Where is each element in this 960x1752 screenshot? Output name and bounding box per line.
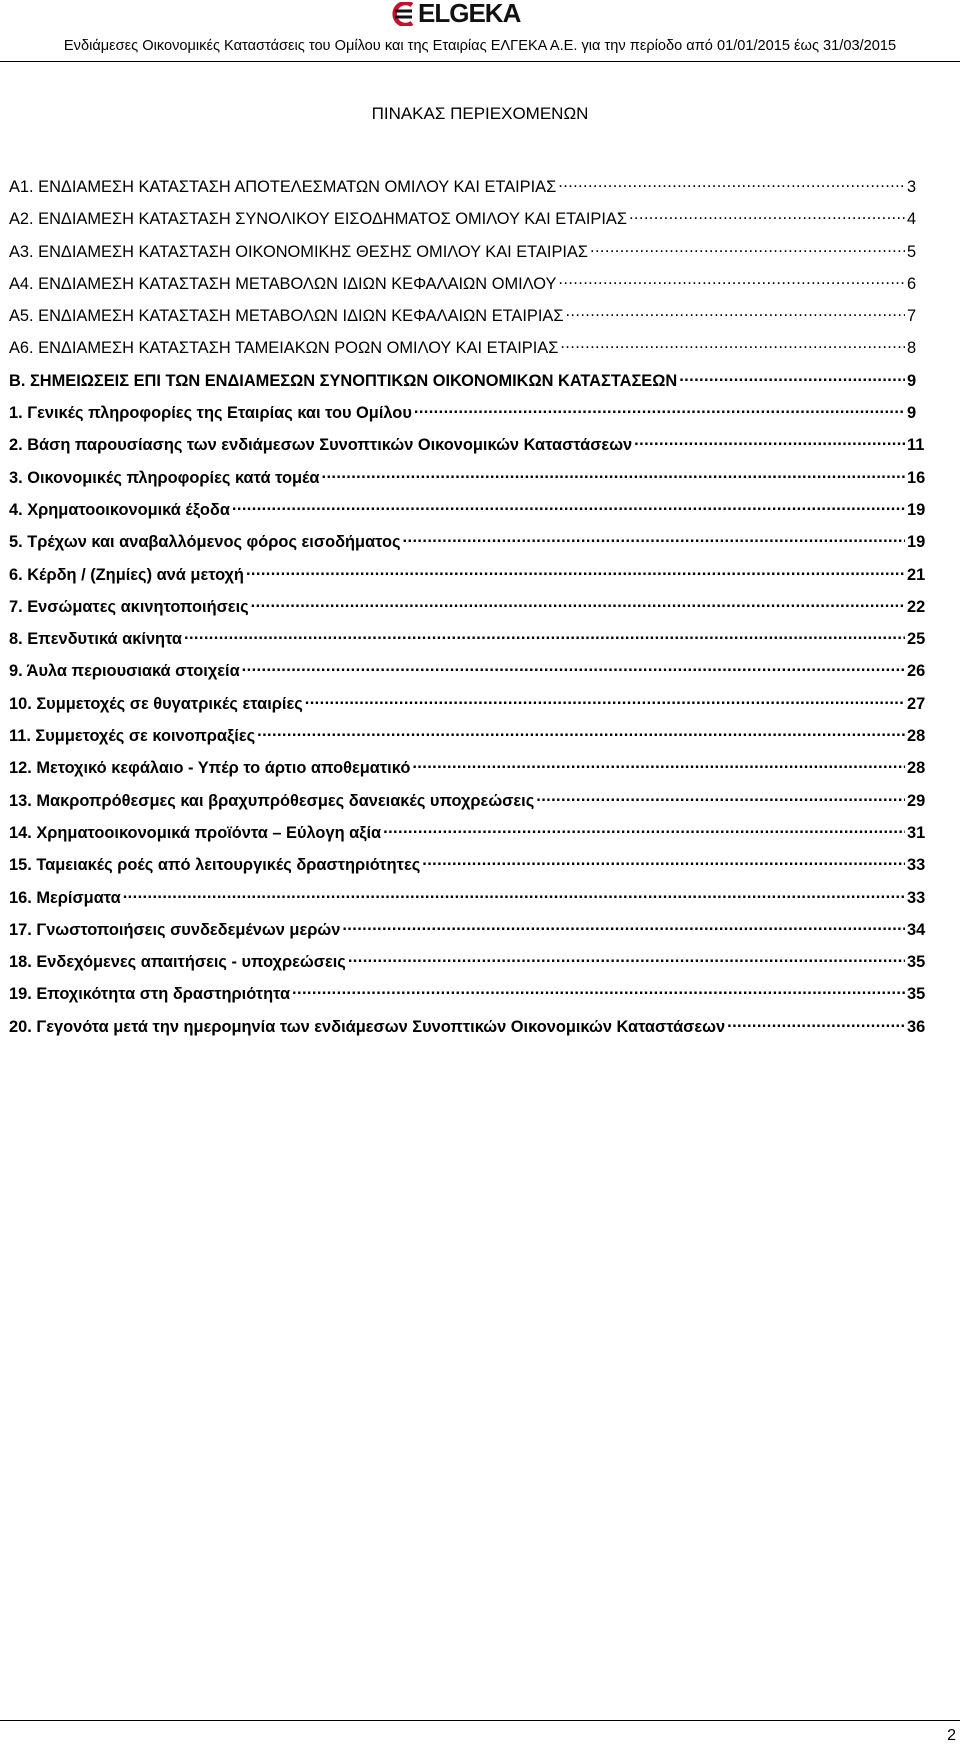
toc-entry[interactable]: [9, 527, 929, 559]
toc-leader-dots: [242, 656, 905, 676]
toc-entry-title: Β. ΣΗΜΕΙΩΣΕΙΣ ΕΠΙ ΤΩΝ ΕΝΔΙΑΜΕΣΩΝ ΣΥΝΟΠΤΙΚΩΝ ΟΙΚΟΝΟΜΙΚΩΝ ΚΑΤΑΣΤΑΣΕΩΝ: [9, 371, 678, 390]
toc-leader-dots: [558, 172, 905, 192]
toc-entry-page: 36: [907, 1017, 926, 1036]
toc-entry[interactable]: [9, 204, 929, 236]
toc-entry[interactable]: [9, 301, 929, 333]
toc-entry[interactable]: [9, 656, 929, 688]
toc-entry-title: Α6. ΕΝΔΙΑΜΕΣΗ ΚΑΤΑΣΤΑΣΗ ΤΑΜΕΙΑΚΩΝ ΡΟΩΝ ΟΜΙΛΟΥ ΚΑΙ ΕΤΑΙΡΙΑΣ: [9, 339, 559, 358]
toc-entry-title: 6. Κέρδη / (Ζημίες) ανά μετοχή: [9, 565, 244, 584]
toc-entry[interactable]: [9, 753, 929, 785]
toc-entry[interactable]: [9, 915, 929, 947]
toc-entry-title: 4. Χρηματοοικονομικά έξοδα: [9, 500, 230, 519]
logo-text: ELGEKA: [418, 0, 521, 28]
toc-entry[interactable]: [9, 430, 929, 462]
toc-entry-page: 28: [907, 759, 926, 778]
toc-entry-title: 2. Βάση παρουσίασης των ενδιάμεσων Συνοπτικών Οικονομικών Καταστάσεων: [9, 436, 633, 455]
toc-leader-dots: [412, 753, 905, 773]
toc-leader-dots: [403, 527, 905, 547]
toc-entry[interactable]: [9, 592, 929, 624]
toc-entry-page: 28: [907, 727, 926, 746]
toc-leader-dots: [251, 592, 905, 612]
toc-leader-dots: [232, 495, 905, 515]
toc-entry-page: 19: [907, 533, 926, 552]
toc-entry[interactable]: [9, 850, 929, 882]
toc-leader-dots: [342, 915, 905, 935]
toc-title: ΠΙΝΑΚΑΣ ΠΕΡΙΕΧΟΜΕΝΩΝ: [371, 104, 589, 123]
toc-entry-title: 1. Γενικές πληροφορίες της Εταιρίας και του Ομίλου: [9, 404, 412, 423]
toc-leader-dots: [629, 204, 905, 224]
toc-entry-title: Α5. ΕΝΔΙΑΜΕΣΗ ΚΑΤΑΣΤΑΣΗ ΜΕΤΑΒΟΛΩΝ ΙΔΙΩΝ ΚΕΦΑΛΑΙΩΝ ΕΤΑΙΡΙΑΣ: [9, 307, 564, 326]
header-divider: [0, 61, 960, 62]
toc-leader-dots: [383, 818, 905, 838]
elgeka-logo-mark-icon: [386, 2, 416, 26]
toc-entry[interactable]: [9, 624, 929, 656]
toc-entry-title: 14. Χρηματοοικονομικά προϊόντα – Εύλογη αξία: [9, 823, 382, 842]
toc-entry[interactable]: [9, 786, 929, 818]
toc-entry-title: Α3. ΕΝΔΙΑΜΕΣΗ ΚΑΤΑΣΤΑΣΗ ΟΙΚΟΝΟΜΙΚΗΣ ΘΕΣΗΣ ΟΜΙΛΟΥ ΚΑΙ ΕΤΑΙΡΙΑΣ: [9, 242, 588, 261]
toc-leader-dots: [422, 850, 905, 870]
page-header: [0, 0, 960, 64]
toc-entry-title: 5. Τρέχων και αναβαλλόμενος φόρος εισοδήματος: [9, 533, 401, 552]
toc-entry[interactable]: [9, 1012, 929, 1044]
toc-entry-title: 20. Γεγονότα μετά την ημερομηνία των ενδιάμεσων Συνοπτικών Οικονομικών Καταστάσεων: [9, 1017, 726, 1036]
toc-leader-dots: [634, 430, 905, 450]
toc-leader-dots: [184, 624, 905, 644]
toc-leader-dots: [414, 398, 905, 418]
toc-entry-page: 4: [907, 210, 917, 229]
toc-entry[interactable]: [9, 333, 929, 365]
toc-leader-dots: [123, 883, 905, 903]
toc-entry-page: 31: [907, 823, 926, 842]
toc-entry[interactable]: [9, 495, 929, 527]
toc-leader-dots: [246, 560, 905, 580]
toc-entry[interactable]: [9, 269, 929, 301]
toc-entry-page: 9: [907, 404, 917, 423]
toc-entry-page: 9: [907, 371, 917, 390]
toc-entry-page: 19: [907, 500, 926, 519]
toc-leader-dots: [536, 786, 905, 806]
toc-entry-title: 13. Μακροπρόθεσμες και βραχυπρόθεσμες δανειακές υποχρεώσεις: [9, 791, 535, 810]
toc-entry-page: 29: [907, 791, 926, 810]
toc-entry-page: 33: [907, 856, 926, 875]
toc-entry-page: 34: [907, 920, 926, 939]
toc-entry-title: Α2. ΕΝΔΙΑΜΕΣΗ ΚΑΤΑΣΤΑΣΗ ΣΥΝΟΛΙΚΟΥ ΕΙΣΟΔΗΜΑΤΟΣ ΟΜΙΛΟΥ ΚΑΙ ΕΤΑΙΡΙΑΣ: [9, 210, 627, 229]
toc-entry[interactable]: [9, 689, 929, 721]
toc-entry-page: 26: [907, 662, 926, 681]
toc-entry-title: 9. Άυλα περιουσιακά στοιχεία: [9, 662, 240, 681]
toc-leader-dots: [322, 463, 906, 483]
toc-entry-title: 3. Οικονομικές πληροφορίες κατά τομέα: [9, 468, 320, 487]
toc-entry[interactable]: [9, 398, 929, 430]
toc-entry-title: 11. Συμμετοχές σε κοινοπραξίες: [9, 727, 256, 746]
toc-entry-page: 21: [907, 565, 926, 584]
toc-entry[interactable]: [9, 463, 929, 495]
toc-entry-title: 18. Ενδεχόμενες απαιτήσεις - υποχρεώσεις: [9, 953, 346, 972]
toc-leader-dots: [727, 1012, 905, 1032]
document-header-title: Ενδιάμεσες Οικονομικές Καταστάσεις του Ομίλου και της Εταιρίας ΕΛΓΕΚΑ Α.Ε. για την περίοδο από 01/01/2015 έως 31/03/2015: [63, 38, 897, 54]
toc-entry-title: 19. Εποχικότητα στη δραστηριότητα: [9, 985, 291, 1004]
footer-divider: [0, 1720, 960, 1721]
toc-entry-page: 6: [907, 274, 917, 293]
toc-entry[interactable]: [9, 721, 929, 753]
toc-entry-page: 5: [907, 242, 917, 261]
table-of-contents: [9, 172, 929, 1044]
toc-leader-dots: [305, 689, 905, 709]
toc-entry-title: 17. Γνωστοποιήσεις συνδεδεμένων μερών: [9, 920, 341, 939]
toc-entry[interactable]: [9, 366, 929, 398]
toc-entry-page: 27: [907, 694, 926, 713]
toc-leader-dots: [348, 947, 905, 967]
toc-entry-page: 22: [907, 597, 926, 616]
toc-entry[interactable]: [9, 172, 929, 204]
toc-entry-title: 8. Επενδυτικά ακίνητα: [9, 630, 183, 649]
toc-entry-title: 16. Μερίσματα: [9, 888, 121, 907]
toc-leader-dots: [565, 301, 905, 321]
elgeka-logo: [386, 0, 552, 27]
toc-entry[interactable]: [9, 979, 929, 1011]
toc-leader-dots: [679, 366, 905, 386]
toc-entry-page: 16: [907, 468, 926, 487]
toc-entry-page: 8: [907, 339, 917, 358]
toc-leader-dots: [257, 721, 905, 741]
toc-entry[interactable]: [9, 818, 929, 850]
toc-leader-dots: [558, 269, 905, 289]
page-number: 2: [947, 1727, 956, 1744]
toc-entry-title: Α4. ΕΝΔΙΑΜΕΣΗ ΚΑΤΑΣΤΑΣΗ ΜΕΤΑΒΟΛΩΝ ΙΔΙΩΝ ΚΕΦΑΛΑΙΩΝ ΟΜΙΛΟΥ: [9, 274, 557, 293]
toc-leader-dots: [590, 237, 905, 257]
toc-entry-title: 12. Μετοχικό κεφάλαιο - Υπέρ το άρτιο αποθεματικό: [9, 759, 411, 778]
toc-entry-page: 7: [907, 307, 917, 326]
toc-entry-page: 3: [907, 178, 917, 196]
toc-entry[interactable]: [9, 560, 929, 592]
toc-leader-dots: [292, 979, 905, 999]
toc-entry-title: Α1. ΕΝΔΙΑΜΕΣΗ ΚΑΤΑΣΤΑΣΗ ΑΠΟΤΕΛΕΣΜΑΤΩΝ ΟΜΙΛΟΥ ΚΑΙ ΕΤΑΙΡΙΑΣ: [9, 178, 557, 196]
toc-entry-title: 10. Συμμετοχές σε θυγατρικές εταιρίες: [9, 694, 303, 713]
toc-entry-page: 35: [907, 953, 926, 972]
toc-entry[interactable]: [9, 947, 929, 979]
toc-entry-title: 7. Ενσώματες ακινητοποιήσεις: [9, 597, 249, 616]
toc-entry-page: 25: [907, 630, 926, 649]
toc-entry-page: 11: [907, 436, 925, 455]
toc-entry-title: 15. Ταμειακές ροές από λειτουργικές δραστηριότητες: [9, 856, 421, 875]
toc-leader-dots: [560, 333, 905, 353]
toc-entry[interactable]: [9, 883, 929, 915]
toc-entry[interactable]: [9, 237, 929, 269]
toc-entry-page: 35: [907, 985, 926, 1004]
toc-entry-page: 33: [907, 888, 926, 907]
